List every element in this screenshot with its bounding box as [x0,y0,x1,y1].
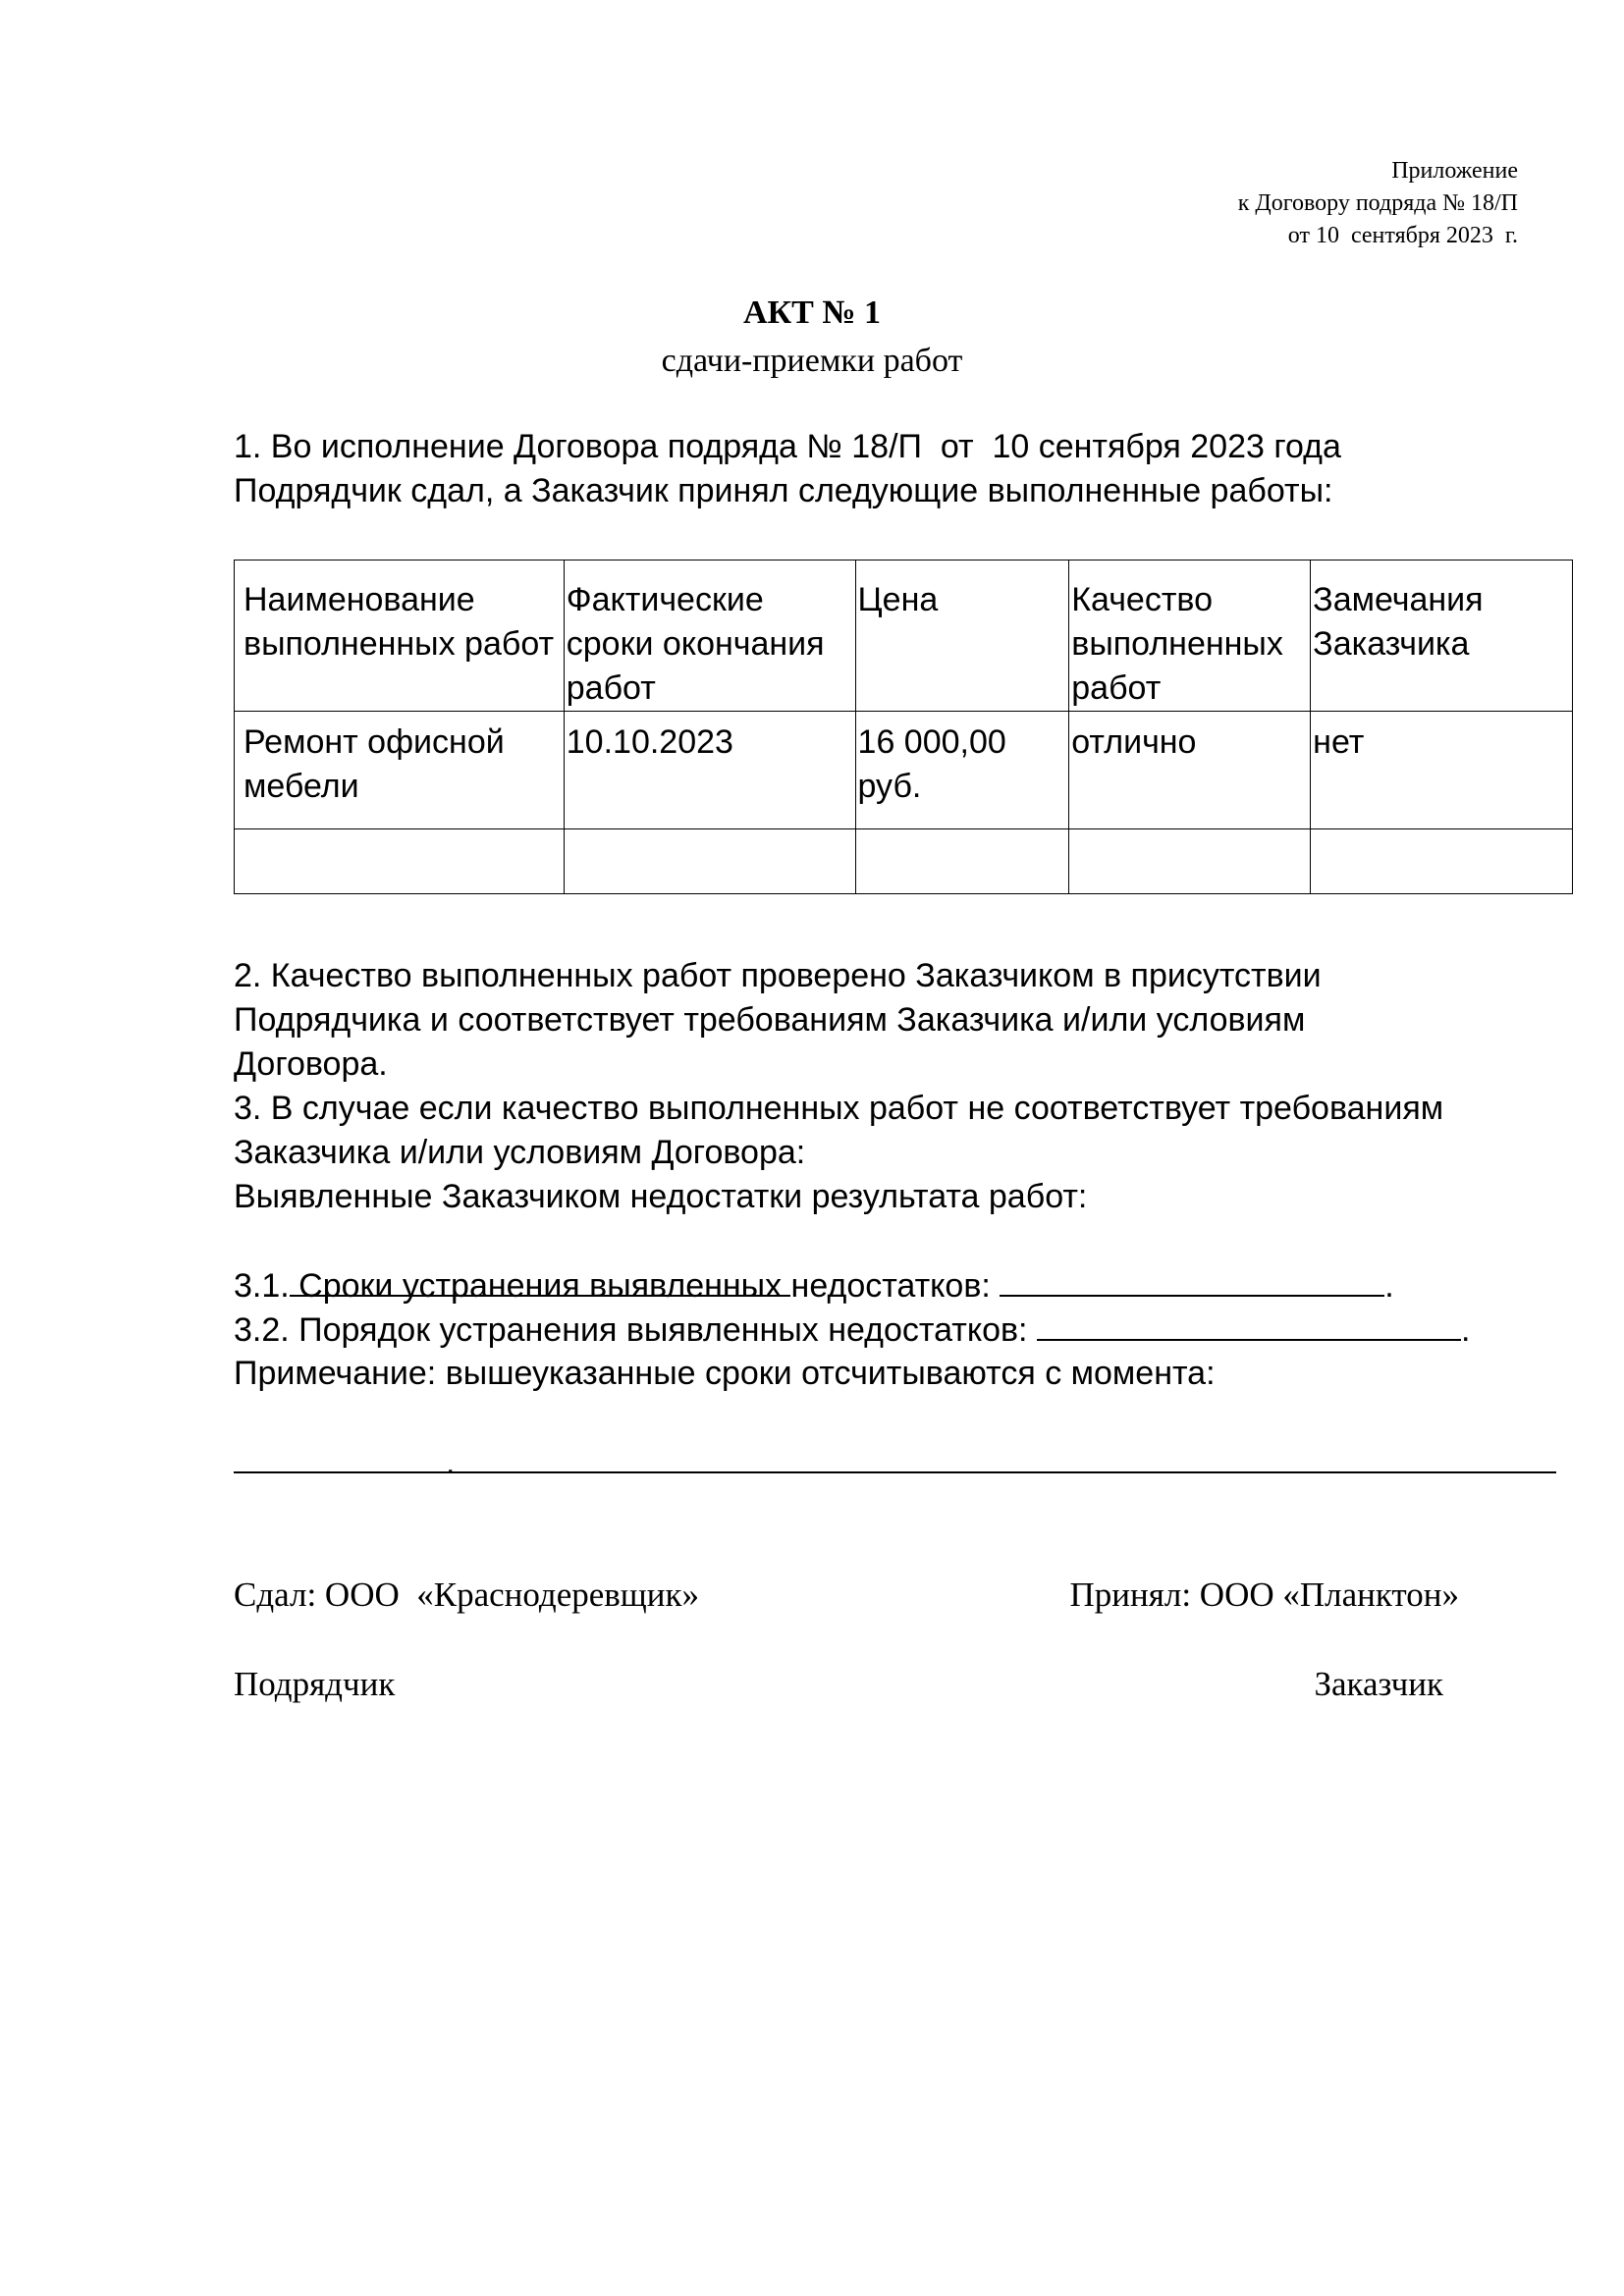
table-header-row [235,561,1573,712]
section3-line-2: Заказчика и/или условиям Договора: [234,1134,806,1171]
contractor-org: Сдал: ООО «Краснодеревщик» [234,1575,699,1614]
header-work-name: Наименование выполненных работ [235,561,565,712]
procedure-period: . [1460,1311,1471,1349]
deadline-period: . [1384,1267,1394,1305]
note-blank [290,1440,1556,1473]
section3-line-1: 3. В случае если качество выполненных работ не соответствует требованиям [234,1090,1444,1127]
cell-empty [1311,829,1573,894]
appendix-reference [1238,155,1518,252]
header-remarks: Замечания Заказчика [1311,561,1573,712]
procedure-label: 3.2. Порядок устранения выявленных недостатков: [234,1311,1037,1349]
section3-item-2 [234,1308,1530,1352]
appendix-line-1: Приложение [1391,158,1518,184]
appendix-line-3: от 10 сентября 2023 г. [1287,223,1518,248]
act-title: АКТ № 1 [742,294,882,331]
sections-body [234,954,1530,1484]
cell-completion-date: 10.10.2023 [564,712,855,829]
note-blank-2 [234,1440,446,1473]
section2-line-1: 2. Качество выполненных работ проверено Заказчиком в присутствии [234,957,1322,994]
intro-line-1: 1. Во исполнение Договора подряда № 18/П от 10 сентября 2023 года [234,428,1341,465]
works-table [234,560,1573,894]
intro-line-2: Подрядчик сдал, а Заказчик принял следующие выполненные работы: [234,472,1333,509]
cell-remarks: нет [1311,712,1573,829]
table-row [235,712,1573,829]
customer-org: Принял: ООО «Планктон» [1069,1575,1459,1614]
defects-blank-line [234,1219,1530,1263]
deadline-label: 3.1. Сроки устранения выявленных недостатков: [234,1267,1001,1305]
cell-empty [235,829,565,894]
cell-price: 16 000,00 руб. [855,712,1069,829]
section3-item-1 [234,1263,1530,1308]
header-completion-date: Фактические сроки окончания работ [564,561,855,712]
act-subtitle: сдачи-приемки работ [661,343,963,379]
cell-quality: отлично [1069,712,1311,829]
header-price: Цена [855,561,1069,712]
intro-paragraph [234,425,1471,513]
contractor-role: Подрядчик [234,1665,396,1703]
note-line: Примечание: вышеуказанные сроки отсчитываются с момента: [234,1355,1216,1392]
header-quality: Качество выполненных работ [1069,561,1311,712]
note-blank-line [234,1396,1530,1440]
section2-line-3: Договора. [234,1045,388,1083]
section2-line-2: Подрядчика и соответствует требованиям Заказчика и/или условиям [234,1001,1306,1039]
cell-empty [1069,829,1311,894]
appendix-line-2: к Договору подряда № 18/П [1237,190,1518,216]
customer-role: Заказчик [1314,1665,1443,1703]
cell-work-name: Ремонт офисной мебели [235,712,565,829]
cell-empty [564,829,855,894]
section3-line-3: Выявленные Заказчиком недостатки результата работ: [234,1178,1088,1215]
deadline-blank [1000,1263,1384,1297]
note-period: . [446,1444,456,1481]
cell-empty [855,829,1069,894]
procedure-blank [1037,1308,1461,1341]
table-row [235,829,1573,894]
